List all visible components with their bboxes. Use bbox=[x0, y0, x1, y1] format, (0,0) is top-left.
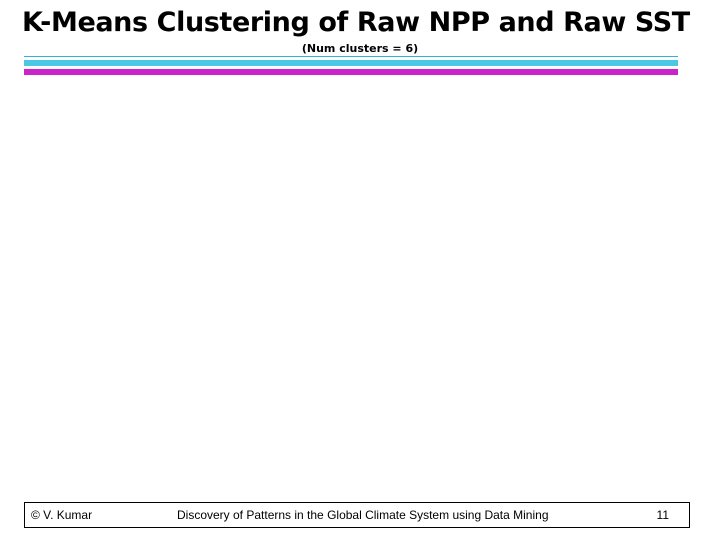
slide-title: K-Means Clustering of Raw NPP and Raw SST bbox=[22, 7, 690, 38]
slide-footer bbox=[24, 502, 690, 528]
header-rule-cyan bbox=[24, 60, 678, 66]
slide-subtitle: (Num clusters = 6) bbox=[301, 42, 419, 55]
slide-content-area bbox=[24, 80, 678, 500]
header-rule-magenta bbox=[24, 69, 678, 75]
footer-author: © V. Kumar bbox=[31, 508, 93, 522]
footer-page-number: 11 bbox=[656, 508, 669, 522]
header-rule-thin bbox=[24, 56, 678, 57]
footer-course-title: Discovery of Patterns in the Global Climate System using Data Mining bbox=[177, 508, 549, 522]
